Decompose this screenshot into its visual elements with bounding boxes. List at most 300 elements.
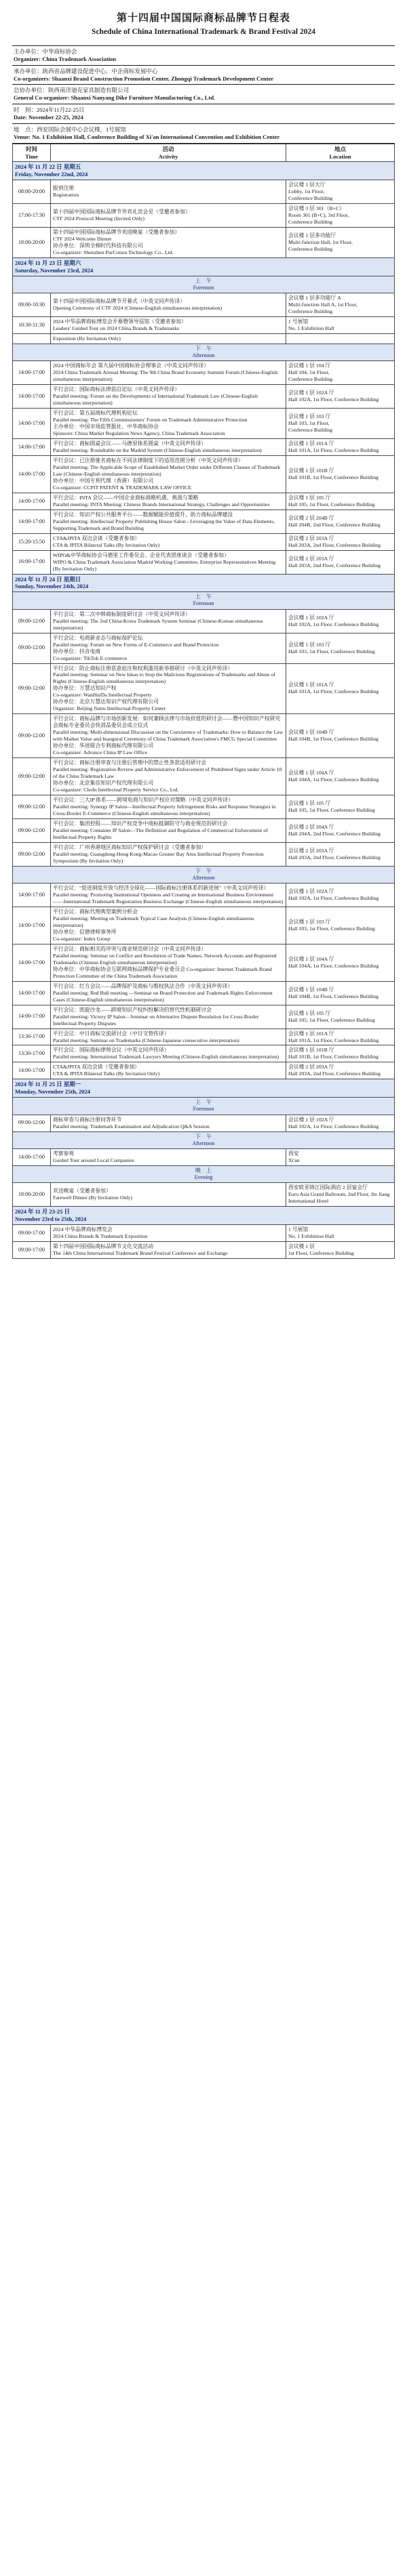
header-time: 时间 Time [13,144,51,162]
row-activity [51,550,286,574]
activity-line: Parallel meeting: Forum on the Developments of International Trademark Law (Chinese-English simultaneous interpretation) [53,393,258,407]
row-time: 09:00-12:00 [13,714,51,758]
activity-line: 报到注册 [53,185,75,192]
activity-line: CTA&JPITA 双边会谈（受邀者参加） [53,1064,140,1071]
activity-line: Parallel meeting: Promoting Institutional Openness and Creating an International Business Environment——International Trademark Registration Business Exchange (Chinese-English simultaneous interpretation) [53,892,284,905]
activity-line: 平行会议：知识产权公共服务平台——数据赋能价值提升、助力商标品牌建设 [53,511,233,518]
location-line: Hall 105, 1st Floor, Conference Building [288,501,375,507]
location-line: Hall 104A, 1st Floor, Conference Building [288,962,379,969]
table-row [13,550,395,574]
row-activity [51,714,286,758]
row-time: 09:00-12:00 [13,633,51,663]
day-header-cell [13,162,395,180]
activity-line: Parallel meeting: Seminar on Conflict and Resolution of Trade Names, Network Accounts and Registered Trademarks (Chinese-English simultaneous interpretation) [53,952,277,965]
location-line: 会议楼 1 层 [288,1243,315,1249]
row-time: 09:00-10:30 [13,293,51,317]
session-title-en: Afternoon [192,874,215,881]
activity-line: Co-organizer: CCPIT PATENT & TRADEMARK LAW OFFICE [53,484,192,491]
day-title-cn: 2024 年 11 月 24 日 星期日 [15,575,81,583]
location-line: 会议楼 1 层 102A 厅 [288,614,334,621]
activity-line: 2024 中华品牌商标博览会开幕暨领导巡馆（受邀者参加） [53,318,187,325]
row-location [286,944,395,981]
row-time: 09:00-17:00 [13,1241,51,1258]
row-activity [51,609,286,633]
row-location [286,818,395,842]
location-line: Hall 101A, 1st Floor, Conference Building [288,1037,379,1043]
session-header-cell [13,344,395,360]
activity-line: 平行会议：国际商标法律前沿论坛（中英文同声传译） [53,386,180,393]
row-activity [51,333,286,344]
location-line: 1st Floor, Conference Building [288,1249,354,1256]
session-title-cn: 下 午 [195,867,212,874]
activity-line: 协办单位：北京集佳知识产权代理有限公司 [53,780,154,786]
row-time: 08:00-20:00 [13,180,51,204]
row-location [286,455,395,493]
activity-line: 商标审查与商标注册问答环节 [53,1116,122,1123]
location-line: 西安欧亚锦江国际酒店 2 层宴会厅 [288,1184,368,1191]
row-location [286,409,395,439]
table-row [13,455,395,493]
row-time: 14:00-17:00 [13,1005,51,1029]
activity-line: 平行会议：第五届商标代理机构论坛 [53,410,138,417]
activity-line: 平行会议：INTA 会议——中国企业商标战略机遇、挑战与策略 [53,494,199,501]
session-title-en: Forenoon [193,600,214,607]
activity-line: 协办单位：万慧达知识产权 [53,685,117,692]
activity-line: 平行会议：广州香港地区商标知识产权保护研讨会（受邀者参加） [53,844,207,850]
session-header-cell [13,866,395,883]
activity-line: Parallel meeting: Forum on New Forms of E-Commerce and Brand Protection [53,641,219,648]
row-location [286,1115,395,1131]
info-cn: 总协办单位：陕西南洋迪克家具制造有限公司 [14,87,130,94]
session-header-cell [13,1098,395,1115]
day-title-en: Monday, November 25th, 2024 [15,1088,91,1096]
location-line: 会议楼 1 层 105 厅 [288,1010,331,1016]
activity-line: Opening Ceremony of CTF 2024 (Chinese-English simultaneous interpretation) [53,305,222,312]
page-title-en: Schedule of China International Trademark & Brand Festival 2024 [92,28,315,37]
location-line: Hall 101B, 1st Floor, Conference Building [288,474,379,480]
row-location [286,795,395,818]
activity-line: 欢送晚宴（受邀者参加） [53,1188,111,1194]
event-info [12,45,395,144]
activity-line: 协办单位：深圳全棉时代科技有限公司 [53,242,143,249]
row-activity [51,439,286,456]
row-activity [51,533,286,550]
session-title-cn: 下 午 [195,1133,212,1140]
header-activity: 活动 Activity [51,144,286,162]
activity-line: 2024 China Brands & Trademark Exposition [53,1233,148,1239]
location-line: No. 1 Exhibition Hall [288,1233,334,1239]
activity-line: 平行会议：已注册驰名商标在不同法律制度下的适用范围分析（中英文同声传译） [53,457,244,463]
row-location [286,1045,395,1062]
row-location [286,227,395,257]
activity-line: CTF 2024 Protocol Meeting (Invited Only) [53,215,144,222]
activity-line: Parallel meeting: Trademark Examination and Adjudication Q&A Session [53,1123,210,1129]
row-activity [51,758,286,795]
table-row [13,409,395,439]
row-time: 15:20-15:50 [13,533,51,550]
day-header-cell [13,574,395,592]
row-time: 14:00-17:00 [13,884,51,907]
activity-line: CTA & JPITA Bilateral Talks (By Invitation Only) [53,1071,160,1077]
table-row [13,758,395,795]
activity-line: CTF 2024 Welcome Dinner [53,235,112,242]
row-time: 09:00-12:00 [13,1115,51,1131]
activity-line: 平行会议：电商新业态与商标保护论坛 [53,634,143,641]
row-activity [51,510,286,533]
activity-line: Parallel meeting: Guangdong-Hong Kong-Macao Greater Bay Area Intellectual Property Protection Symposium (By Invitation Only) [53,850,264,864]
location-line: No. 1 Exhibition Hall [288,325,334,331]
activity-line: Parallel meeting: The 2nd China-Korea Trademark System Seminar (Chinese-Korean simultaneous interpretation) [53,617,263,631]
location-line: 会议楼 2 层 204A 厅 [288,823,334,830]
location-line: Conference Building [288,427,333,434]
location-line: 会议楼 1 层 103 厅 [288,918,331,925]
header-location: 地点 Location [286,144,395,162]
location-line: Hall 104A, 1st Floor, Conference Building [288,776,379,783]
day-header [13,1207,395,1225]
info-row [12,46,395,66]
activity-line: 平行会议：商标注册审查与注册后管理中的禁止性条款适用研讨会 [53,760,207,766]
table-row [13,884,395,907]
location-line: 会议楼 1 层 101B 厅 [288,467,334,474]
row-time: 14:00-17:00 [13,385,51,409]
row-location [286,714,395,758]
row-time: 13:30-17:00 [13,1029,51,1045]
location-line: Euro Asia Grand Ballroom, 2nd Floor, Jin Jiang International Hotel [288,1191,390,1205]
session-header [13,276,395,293]
location-line: Hall 105, 1st Floor, Conference Building [288,1016,375,1023]
location-line: 会议楼 1 层 104B 厅 [288,729,334,736]
activity-line: Parallel meeting: Roundtable on the Madrid System (Chinese-English simultaneous interpretation) [53,447,262,453]
day-title-cn: 2024 年 11 月 25 日 星期一 [15,1081,81,1088]
activity-line: 第十四届中国国际商标品牌节欢迎晚宴（受邀者参加） [53,228,180,235]
day-header [13,257,395,276]
row-location [286,1225,395,1242]
row-time: 17:00-17:30 [13,204,51,228]
activity-line: 2024 China Trademark Annual Meeting: The 9th China Brand Economy Summit Forum (Chinese-English simultaneous interpretation) [53,369,278,383]
location-line: 会议楼 1 层多功能厅 A [288,295,341,302]
activity-line: Farewell Dinner (By Invitation Only) [53,1194,132,1201]
schedule-page [0,0,407,1259]
day-title-en: Saturday, November 23rd, 2024 [15,266,94,274]
row-time: 14:00-17:00 [13,361,51,385]
session-title-cn: 下 午 [195,345,212,352]
location-line: 会议楼 1 层 101B 厅 [288,1047,334,1054]
row-location [286,981,395,1005]
activity-line: Co-organizer: Chofn Intellectual Property Service Co., Ltd. [53,786,179,793]
table-header [13,144,395,162]
table-row [13,609,395,633]
activity-line: CTA & JPITA Bilateral Talks (By Invitation Only) [53,541,160,548]
day-title-cn: 2024 年 11 月 23 日 星期六 [15,259,81,266]
activity-line: Organizer: Beijing Jiutru Intellectual Property Center [53,705,166,712]
row-time: 14:00-17:00 [13,981,51,1005]
row-location [286,1029,395,1045]
activity-line: 协办单位：信德律师事务所 [53,928,117,935]
activity-line: 平行会议：商标品牌与市场创新发展：如何兼顾法律与市场价值的研讨会——暨中国知识产权研究会商标专业委员会快消品委员会成立仪式 [53,715,281,729]
activity-line: Co-organizer: Shenzhen PurCotton Technology Co., Ltd. [53,249,174,255]
activity-line: WIPO & China Trademark Association Madrid Working Committee, Enterprise Representatives Meeting (By Invitation Only) [53,558,276,572]
row-time: 09:00-12:00 [13,842,51,866]
page-title-cn: 第十四届中国国际商标品牌节日程表 [116,13,290,24]
location-line: 会议楼 1 层 104B 厅 [288,986,334,993]
row-time: 14:00-17:00 [13,944,51,981]
row-activity [51,409,286,439]
session-header-cell [13,1165,395,1182]
activity-line: Co-organizer: Advance China IP Law Office [53,749,148,756]
table-row [13,944,395,981]
location-line: 会议楼 1 层 102A 厅 [288,390,334,396]
table-row [13,1241,395,1258]
day-header-cell [13,1079,395,1098]
row-time: 09:00-12:00 [13,609,51,633]
row-location [286,1062,395,1079]
row-activity [51,1148,286,1165]
schedule-table [12,144,395,1259]
location-line: 会议楼 1 层 104A 厅 [288,955,334,962]
session-header-cell [13,592,395,609]
row-activity [51,818,286,842]
activity-line: 平行会议：商标代理典型案例分析会 [53,909,138,915]
activity-line: Parallel meeting: Red Bull meeting —Seminar on Brand Protection and Trademark Rights Enforcement Cases (Chinese-English simultaneous interpretation) [53,989,273,1003]
row-location [286,180,395,204]
location-line: Conference Building [288,245,333,252]
location-line: Conference Building [288,376,333,383]
row-activity [51,633,286,663]
activity-line: 平行会议：第二次中韩商标制度研讨会（中英文同声传译） [53,610,191,617]
table-row [13,981,395,1005]
activity-line: Parallel meeting: Container IP Salon—The Definition and Regulation of Commercial Enforcement of Intellectual Property Rights [53,827,268,840]
table-row [13,510,395,533]
activity-line: 平行会议：商标相关的冲突与商业规范研讨会（中英文同声传译） [53,945,207,952]
activity-line: Parallel meeting: Registration Review and Administrative Enforcement of Prohibited Signs under Article 10 of the China Trademark Law [53,766,282,780]
row-activity [51,1115,286,1131]
location-line: 会议楼 1 层 103 厅 [288,641,331,648]
activity-line: 平行会议：红方会议——品牌保护及商标与维权执法合作（中英文同声传译） [53,982,233,989]
row-activity [51,795,286,818]
info-cn: 承办单位：陕西省品牌建设促进中心、中企商标发展中心 [14,67,158,75]
table-row [13,293,395,317]
row-location [286,439,395,456]
location-line: 会议楼 1 层 105 厅 [288,799,331,806]
table-row [13,227,395,257]
row-activity [51,361,286,385]
activity-line: Parallel meeting: Meeting on Trademark Typical Case Analysis (Chinese-English simultaneous interpretation) [53,915,254,928]
location-line: Multi-function Hall A, 1st Floor, [288,302,357,308]
session-title-en: Afternoon [192,352,215,359]
table-row [13,842,395,866]
activity-line: Parallel meeting: The Fifth Commissioners' Forum on Trademark Administrative Protection [53,417,248,423]
location-line: Hall 204B, 2nd Floor, Conference Building [288,521,381,528]
location-line: Hall 101A, 1st Floor, Conference Building [288,447,379,453]
activity-line: 协办单位：中华商标协会互联网商标品牌保护专业委员会 Co-organizer: Internet Trademark Brand Protection Committee of the China Trademark Association [53,965,272,979]
info-en: Date: November 22-25, 2024 [14,114,83,121]
location-line: Multi-function Hall, 1st Floor, [288,238,353,245]
table-row [13,1225,395,1242]
location-line: Hall 104B, 1st Floor, Conference Building [288,736,379,743]
session-header [13,866,395,883]
location-line: Hall 203A, 2nd Floor, Conference Building [288,541,381,548]
row-time: 16:00-17:00 [13,550,51,574]
row-location [286,758,395,795]
session-title-cn: 上 午 [195,277,212,284]
table-row [13,818,395,842]
info-en: General Co-organizer: Shaanxi Nanyang Dike Furniture Manufacturing Co., Ltd. [14,94,216,102]
table-row [13,1029,395,1045]
location-line: Hall 103, 1st Floor, Conference Building [288,648,375,655]
row-activity [51,1183,286,1207]
row-location [286,884,395,907]
activity-line: Parallel meeting: Victory IP Salon—Seminar on Alternative Dispute Resolution for Cross-Border Intellectual Property Disputes [53,1013,259,1026]
location-line: 会议楼 1 层 102A 厅 [288,888,334,895]
activity-line: 平行会议：商标圆桌会议——马德里体系圆桌（中英文同声传译） [53,440,207,447]
session-title-en: Evening [194,1174,213,1181]
location-line: Hall 101A, 1st Floor, Conference Building [288,688,379,695]
row-time: 18:00-20:00 [13,1183,51,1207]
row-time: 14:00-17:00 [13,1148,51,1165]
location-line: 会议楼 2 层 204B 厅 [288,514,334,521]
table-row [13,1005,395,1029]
location-line: 会议楼 1 层 101A 厅 [288,1030,334,1037]
session-header [13,344,395,360]
location-line: Conference Building [288,219,333,225]
activity-line: Parallel meeting: The Applicable Scope of Established Market Order under Different Clauses of Trademark Law (Chinese-English simultaneous interpretation) [53,463,281,477]
row-activity [51,316,286,333]
activity-line: 平行会议：中日商标交流研讨会（中日交替传译） [53,1030,170,1037]
table-row [13,361,395,385]
table-row [13,633,395,663]
activity-line: 平行会议：国际商标律师会议（中英文同声传译） [53,1047,170,1054]
location-line: Hall 102A, 1st Floor, Conference Building [288,1123,379,1129]
row-time: 09:00-12:00 [13,818,51,842]
day-header-cell [13,257,395,276]
location-line: Room 301 (B+C), 3rd Floor, [288,212,349,219]
row-location [286,361,395,385]
activity-line: Parallel meeting: Seminar on Trademarks (Chinese-Japanese consecutive interpretation) [53,1037,239,1043]
info-row [12,85,395,104]
row-activity [51,1029,286,1045]
location-line: Hall 203A, 2nd Floor, Conference Building [288,562,381,568]
row-location [286,1005,395,1029]
activity-line: Parallel meeting: Synergy IP Salon—Intellectual Property Infringement Risks and Response Strategies in Cross-Border E-Commerce (Chinese-English simultaneous interpretation) [53,803,276,816]
activity-line: 2024 中华品牌商标博览会 [53,1226,113,1233]
row-activity [51,1241,286,1258]
info-en: Venue: No. 1 Exhibition Hall, Conference Building of Xi'an International Convention and Exhibition Center [14,133,280,140]
row-location [286,1148,395,1165]
row-location [286,293,395,317]
row-time: 14:00-17:00 [13,493,51,510]
row-location [286,842,395,866]
session-title-en: Forenoon [193,1106,214,1113]
location-line: Conference Building [288,308,333,314]
activity-line: 平行会议："促进制度开放与经济全球化——国际商标注册体系的新进展"（中英文同声传译） [53,885,269,892]
location-line: 会议楼 1 层多功能厅 [288,232,336,238]
location-line: Hall 103, 1st Floor, [288,420,330,427]
row-location [286,533,395,550]
row-location [286,333,395,344]
table-row [13,439,395,456]
row-location [286,385,395,409]
location-line: 会议楼 1 层 105 厅 [288,494,331,501]
row-time: 14:00-17:00 [13,409,51,439]
location-line: Hall 104B, 1st Floor, Conference Building [288,993,379,999]
day-title-en: November 23rd to 25th, 2024 [15,1216,87,1223]
location-line: 会议楼 1 层 104A 厅 [288,770,334,776]
location-line: 会议楼 3 层 301（B+C） [288,205,345,212]
table-row [13,663,395,714]
row-time: 18:00-20:00 [13,227,51,257]
location-line: 会议楼 1 层 104 厅 [288,362,331,369]
row-activity [51,1225,286,1242]
session-title-cn: 晚 上 [195,1167,212,1173]
row-time: 14:00-17:00 [13,907,51,944]
activity-line: WIPO&中华商标协会马德里工作委员会、企业代表团座谈会（受邀者参加） [53,552,229,558]
session-title-en: Afternoon [192,1140,215,1146]
day-header [13,1079,395,1098]
table-row [13,1148,395,1165]
location-line: Xi'an [288,1157,300,1163]
day-title-en: Friday, November 22nd, 2024 [15,171,88,178]
row-time: 09:00-12:00 [13,795,51,818]
row-location [286,633,395,663]
row-activity [51,204,286,228]
table-row [13,333,395,344]
activity-line: 2024 中国商标年会 第九届中国商标协会理事会（中英文同声传译） [53,362,210,369]
activity-line: Parallel meeting: Seminar on New Ideas to Stop the Malicious Registrations of Trademarks and Abuse of Rights (Chinese-English simultaneous interpretation) [53,671,276,685]
location-line: 会议楼 1 层 102A 厅 [288,1116,334,1123]
table-row [13,714,395,758]
activity-line: Parallel meeting: INTA Meeting: Chinese Brands International Strategy, Challenges and Opportunities [53,501,270,507]
location-line: Hall 103, 1st Floor, Conference Building [288,925,375,932]
location-line: Hall 203A, 2nd Floor, Conference Building [288,1071,381,1077]
table-row [13,180,395,204]
day-title-en: Sunday, November 24th, 2024 [15,583,89,590]
day-header [13,162,395,180]
activity-line: Co-organizer: TikTok E-commerce [53,655,128,661]
row-activity [51,455,286,493]
activity-line: 平行会议：集团控股——知识产权竞争中商标抵御防守与商业规范的研讨会 [53,820,228,827]
info-row [12,66,395,85]
row-activity [51,180,286,204]
activity-line: 平行会议：凯旋沙龙——跨境知识产权纠纷解决的替代性机制研讨会 [53,1006,212,1013]
location-line: 会议楼 2 层 203A 厅 [288,535,334,541]
activity-line: 协办单位：华进联合专利商标代理有限公司 [53,743,154,749]
row-time: 09:00-17:00 [13,1225,51,1242]
location-line: Hall 102A, 1st Floor, Conference Building [288,895,379,902]
location-line: Lobby, 1st Floor, [288,188,325,195]
day-header [13,574,395,592]
activity-line: 第十四届中国国际商标品牌节文化交流活动 [53,1243,154,1249]
row-location [286,493,395,510]
activity-line: Registration [53,192,79,199]
activity-line: 平行会议：三大IP 体系——跨境电商与知识产权应对策略（中英文同声传译） [53,796,233,803]
row-activity [51,1062,286,1079]
activity-line: Exposition (By Invitation Only) [53,335,121,341]
session-header-cell [13,276,395,293]
activity-line: 协办单位：抖音电商 [53,648,101,655]
activity-line: Sponsors: China Market Regulation News Agency, China Trademark Association [53,430,225,437]
activity-line: Parallel meeting: International Trademark Lawyers Meeting (Chinese-English simultaneous interpretation) [53,1054,279,1060]
activity-line: Co-organizer: Index Group [53,935,111,942]
row-location [286,1183,395,1207]
location-line: 会议楼 1 层 103 厅 [288,413,331,420]
session-header [13,1131,395,1148]
info-cn: 主办单位：中华商标协会 [14,47,77,55]
row-activity [51,944,286,981]
row-time: 10:30-11:30 [13,316,51,333]
table-row [13,1115,395,1131]
activity-line: Parallel meeting: Multi-dimensional Discussion on the Coexistence of Trademarks: How to Balance the Law with Market Value and Inaugural Ceremony of China Trademark Association's FMCG Special Committee [53,729,284,743]
activity-line: 考察参观 [53,1150,75,1157]
